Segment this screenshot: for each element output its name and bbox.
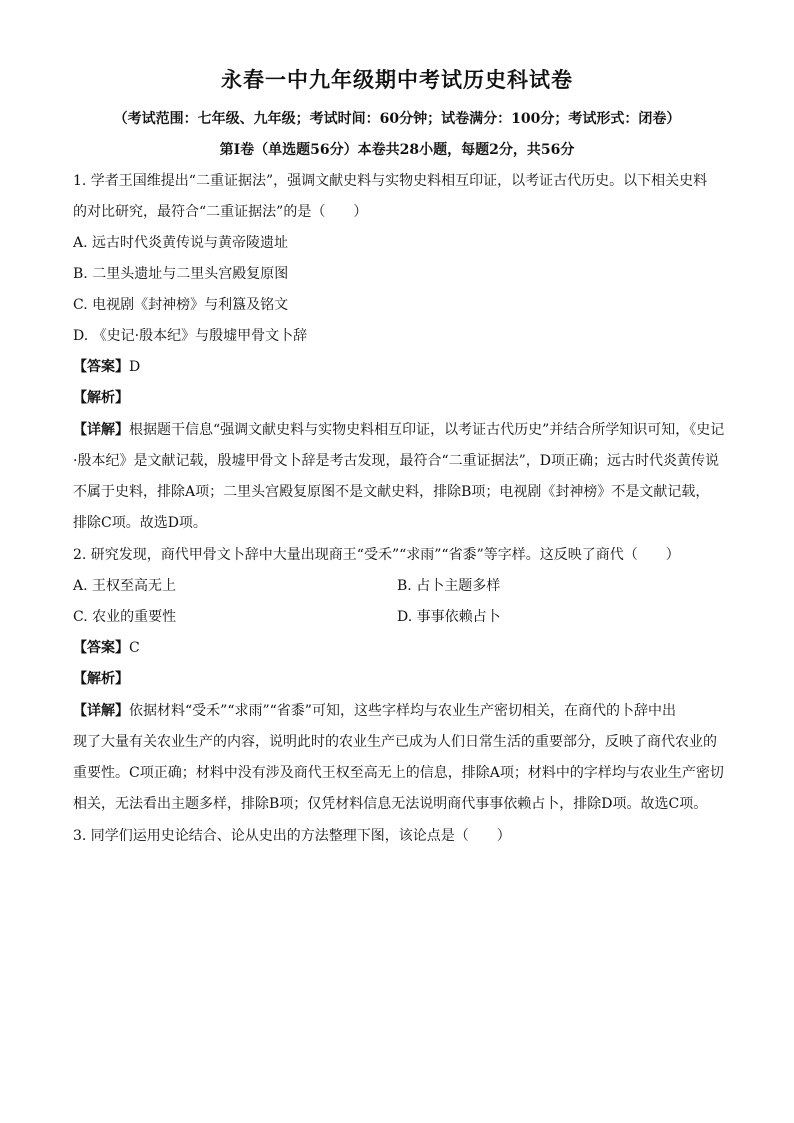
q2-option-d: D. 事事依赖占卜	[397, 609, 501, 625]
q2-detail-line2: 现了大量有关农业生产的内容，说明此时的农业生产已成为人们日常生活的重要部分，反映了商代农业的	[73, 734, 717, 750]
q1-option-c: C. 电视剧《封神榜》与利簋及铭文	[73, 297, 289, 313]
q3-stem-line1: 3. 同学们运用史论结合、论从史出的方法整理下图，该论点是（ ）	[73, 828, 511, 844]
q2-detail-line4: 相关，无法看出主题多样，排除B项；仅凭材料信息无法说明商代事事依赖占卜，排除D项。故选C项。	[73, 796, 708, 812]
exam-info: （考试范围：七年级、九年级；考试时间：60分钟；试卷满分：100分；考试形式：闭卷）	[113, 111, 681, 127]
q2-detail-line3: 重要性。C项正确；材料中没有涉及商代王权至高无上的信息，排除A项；材料中的字样均与农业生产密切	[73, 765, 724, 781]
page-title: 永春一中九年级期中考试历史科试卷	[221, 67, 573, 92]
detail-tag: 【详解】	[73, 703, 129, 719]
q1-option-b: B. 二里头遗址与二里头宫殿复原图	[73, 266, 289, 282]
q2-stem-line1: 2. 研究发现，商代甲骨文卜辞中大量出现商王“受禾”“求雨”“省黍”等字样。这反映了商代（ ）	[73, 547, 680, 563]
q2-detail-line1	[73, 701, 723, 721]
q2-analysis	[73, 669, 723, 689]
q1-detail-line2: ·殷本纪》是文献记载，殷墟甲骨文卜辞是考古发现，最符合“二重证据法”，D项正确；远古时代炎黄传说	[73, 453, 719, 469]
answer-tag: 【答案】	[73, 359, 129, 375]
detail-text: 根据题干信息“强调文献史料与实物史料相互印证，以考证古代历史”并结合所学知识可知，《史记	[129, 422, 725, 438]
q2-option-c: C. 农业的重要性	[73, 609, 177, 625]
q1-option-d: D. 《史记·殷本纪》与殷墟甲骨文卜辞	[73, 328, 308, 344]
analysis-tag: 【解析】	[73, 671, 129, 687]
section-heading: 第Ⅰ卷（单选题56分）本卷共28小题，每题2分，共56分	[219, 142, 575, 158]
q1-answer	[73, 357, 723, 377]
q1-analysis	[73, 388, 723, 408]
answer-value: D	[129, 359, 141, 375]
q1-stem-line1: 1. 学者王国维提出“二重证据法”，强调文献史料与实物史料相互印证，以考证古代历史。以下相关史料	[73, 173, 708, 189]
q2-option-a: A. 王权至高无上	[73, 578, 177, 594]
q2-answer	[73, 638, 723, 658]
answer-value: C	[129, 640, 140, 656]
answer-tag: 【答案】	[73, 640, 129, 656]
detail-text: 依据材料“受禾”“求雨”“省黍”可知，这些字样均与农业生产密切相关，在商代的卜辞中出	[129, 703, 676, 719]
q1-detail-line4: 排除C项。故选D项。	[73, 515, 207, 531]
q1-option-a: A. 远古时代炎黄传说与黄帝陵遗址	[73, 235, 289, 251]
q1-detail-line3: 不属于史料，排除A项；二里头宫殿复原图不是文献史料，排除B项；电视剧《封神榜》不是文献记载，	[73, 484, 710, 500]
q1-detail-line1	[73, 420, 723, 440]
analysis-tag: 【解析】	[73, 390, 129, 406]
detail-tag: 【详解】	[73, 422, 129, 438]
q1-stem-line2: 的对比研究，最符合“二重证据法”的是（ ）	[73, 204, 368, 220]
q2-option-b: B. 占卜主题多样	[397, 578, 501, 594]
